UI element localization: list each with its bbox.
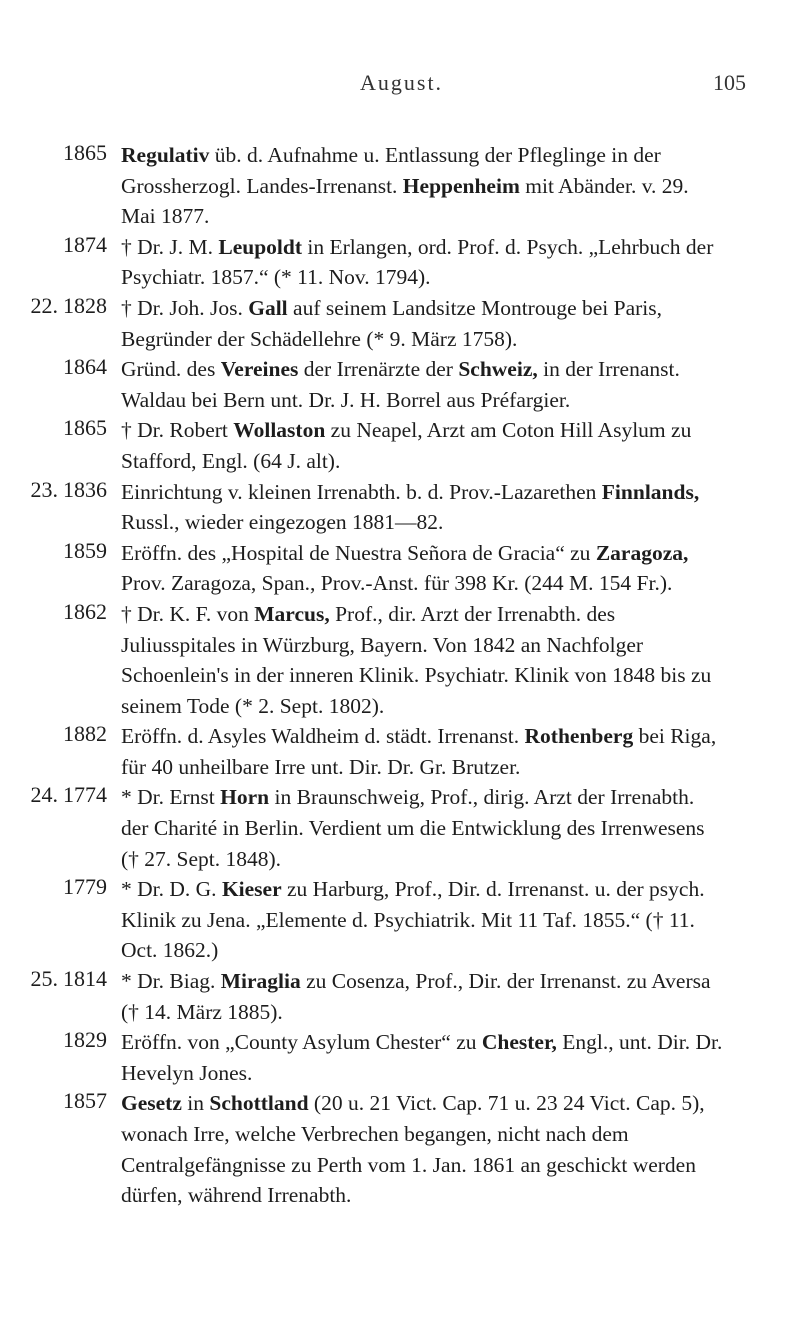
entry-text-part: in <box>181 1091 210 1116</box>
entry-text-part: Gründ. des <box>121 357 221 382</box>
entry-text-part: Prof., dir. Arzt der Irrenabth. des Juliusspitales in Würzburg, Bayern. Von 1842 an Nachfolger Schoenlein's in der inneren Klinik. Psychiatr. Klinik von 1848 bis zu seinem Tode (* 2. Sept. 1802). <box>121 601 712 718</box>
entry-text-part: † Dr. Joh. Jos. <box>121 295 249 320</box>
entry-day: 23. <box>30 476 58 502</box>
entry-year: 1859 <box>63 537 107 563</box>
chronicle-entry <box>0 966 800 1027</box>
entry-text-part: auf seinem Landsitze Montrouge bei Paris, Begründer der Schädellehre (* 9. März 1758). <box>121 295 663 351</box>
chronicle-entry <box>0 782 800 874</box>
entry-text-part: mit Abänder. v. 29. Mai 1877. <box>121 173 689 229</box>
entry-text-part: Eröffn. d. Asyles Waldheim d. städt. Irrenanst. <box>121 724 525 749</box>
chronicle-entry <box>0 721 800 782</box>
chronicle-entry <box>0 293 800 354</box>
page-header <box>0 70 800 100</box>
entry-text-part: (20 u. 21 Vict. Cap. 71 u. 23 24 Vict. Cap. 5), wonach Irre, welche Verbrechen begangen, nicht nach dem Centralgefängnisse zu Perth vom 1. Jan. 1861 an geschickt werden dürfen, während Irrenabth. <box>121 1091 705 1208</box>
chronicle-entries <box>0 140 800 1211</box>
entry-text-part: Eröffn. des „Hospital de Nuestra Señora de Gracia“ zu <box>121 540 596 565</box>
chronicle-entry <box>0 599 800 721</box>
entry-text-part: Einrichtung v. kleinen Irrenabth. b. d. Prov.-Lazarethen <box>121 479 602 504</box>
entry-year: 1779 <box>63 874 107 900</box>
entry-text <box>121 538 726 599</box>
entry-text <box>121 140 726 232</box>
entry-text-part: Eröffn. von „County Asylum Chester“ zu <box>121 1030 482 1055</box>
entry-text <box>121 1088 726 1210</box>
entry-year: 1864 <box>63 354 107 380</box>
entry-keyword: Leupoldt <box>218 234 302 259</box>
entry-text <box>121 354 726 415</box>
entry-text-part: Russl., wieder eingezogen 1881—82. <box>121 510 444 535</box>
entry-keyword: Schottland <box>209 1091 309 1116</box>
chronicle-entry <box>0 538 800 599</box>
entry-day: 25. <box>30 966 58 992</box>
entry-text-part: * Dr. D. G. <box>121 877 222 902</box>
entry-text-part: zu Cosenza, Prof., Dir. der Irrenanst. zu Aversa († 14. März 1885). <box>121 969 711 1024</box>
entry-text-part: Engl., unt. Dir. Dr. Hevelyn Jones. <box>121 1030 723 1085</box>
entry-text <box>121 1027 726 1088</box>
page-number: 105 <box>713 70 746 95</box>
entry-text-part: in Braunschweig, Prof., dirig. Arzt der Irrenabth. der Charité in Berlin. Verdient um die Entwicklung des Irrenwesens († 27. Sept. 1848). <box>121 785 705 871</box>
entry-keyword: Chester, <box>481 1030 557 1055</box>
entry-year: 1814 <box>63 966 107 992</box>
entry-text <box>121 477 726 538</box>
entry-keyword: Schweiz, <box>458 357 538 382</box>
entry-text-part: † Dr. J. M. <box>121 234 219 259</box>
entry-year: 1865 <box>63 140 107 165</box>
entry-keyword: Marcus, <box>254 601 330 626</box>
chronicle-entry <box>0 232 800 293</box>
entry-year: 1882 <box>63 721 107 747</box>
entry-year: 1829 <box>63 1027 107 1053</box>
entry-year: 1774 <box>63 782 107 808</box>
entry-keyword: Horn <box>220 785 270 810</box>
entry-text-part: * Dr. Ernst <box>121 785 221 810</box>
entry-text <box>121 599 726 721</box>
entry-day: 22. <box>30 292 58 318</box>
chronicle-entry <box>0 874 800 966</box>
entry-text <box>121 232 726 293</box>
entry-day: 24. <box>30 782 58 808</box>
entry-year: 1828 <box>63 292 107 318</box>
entry-text <box>121 293 726 354</box>
entry-keyword: Kieser <box>221 877 282 902</box>
entry-text-part: bei Riga, für 40 unheilbare Irre unt. Dir. Dr. Gr. Brutzer. <box>121 724 717 779</box>
entry-keyword: Miraglia <box>220 969 301 994</box>
entry-text <box>121 415 726 476</box>
entry-keyword: Gesetz <box>121 1091 182 1116</box>
running-head: August. <box>360 70 444 95</box>
chronicle-entry <box>0 140 800 232</box>
chronicle-entry <box>0 354 800 415</box>
chronicle-entry <box>0 1027 800 1088</box>
entry-text-part: Prov. Zaragoza, Span., Prov.-Anst. für 398 Kr. (244 M. 154 Fr.). <box>121 571 673 596</box>
entry-text-part: † Dr. K. F. von <box>121 601 255 626</box>
entry-text <box>121 966 726 1027</box>
entry-keyword: Wollaston <box>233 418 326 443</box>
entry-text <box>121 874 726 966</box>
chronicle-entry <box>0 415 800 476</box>
entry-text-part: üb. d. Aufnahme u. Entlassung der Pfleglinge in der Grossherzogl. Landes-Irrenanst. <box>121 143 661 198</box>
entry-text-part: zu Neapel, Arzt am Coton Hill Asylum zu Stafford, Engl. (64 J. alt). <box>121 418 692 473</box>
entry-year: 1857 <box>63 1088 107 1114</box>
entry-text-part: in Erlangen, ord. Prof. d. Psych. „Lehrbuch der Psychiatr. 1857.“ (* 11. Nov. 1794). <box>121 234 714 290</box>
entry-year: 1874 <box>63 231 107 257</box>
entry-keyword: Heppenheim <box>402 173 520 198</box>
entry-keyword: Vereines <box>220 357 299 382</box>
entry-keyword: Gall <box>248 295 288 320</box>
entry-year: 1862 <box>63 598 107 624</box>
entry-text-part: zu Harburg, Prof., Dir. d. Irrenanst. u. der psych. Klinik zu Jena. „Elemente d. Psychiatrik. Mit 11 Taf. 1855.“ († 11. Oct. 1862.) <box>121 877 705 963</box>
entry-keyword: Regulativ <box>121 143 210 167</box>
entry-year: 1836 <box>63 476 107 502</box>
entry-keyword: Zaragoza, <box>595 540 689 565</box>
entry-keyword: Rothenberg <box>524 724 634 749</box>
entry-year: 1865 <box>63 415 107 441</box>
chronicle-entry <box>0 1088 800 1210</box>
entry-text <box>121 721 726 782</box>
entry-text-part: † Dr. Robert <box>121 418 234 443</box>
entry-text-part: * Dr. Biag. <box>121 969 221 994</box>
entry-text-part: der Irrenärzte der <box>298 357 459 382</box>
chronicle-entry <box>0 477 800 538</box>
entry-keyword: Finnlands, <box>601 479 700 504</box>
entry-text-part: in der Irrenanst. Waldau bei Bern unt. Dr. J. H. Borrel aus Préfargier. <box>121 357 680 412</box>
entry-text <box>121 782 726 874</box>
